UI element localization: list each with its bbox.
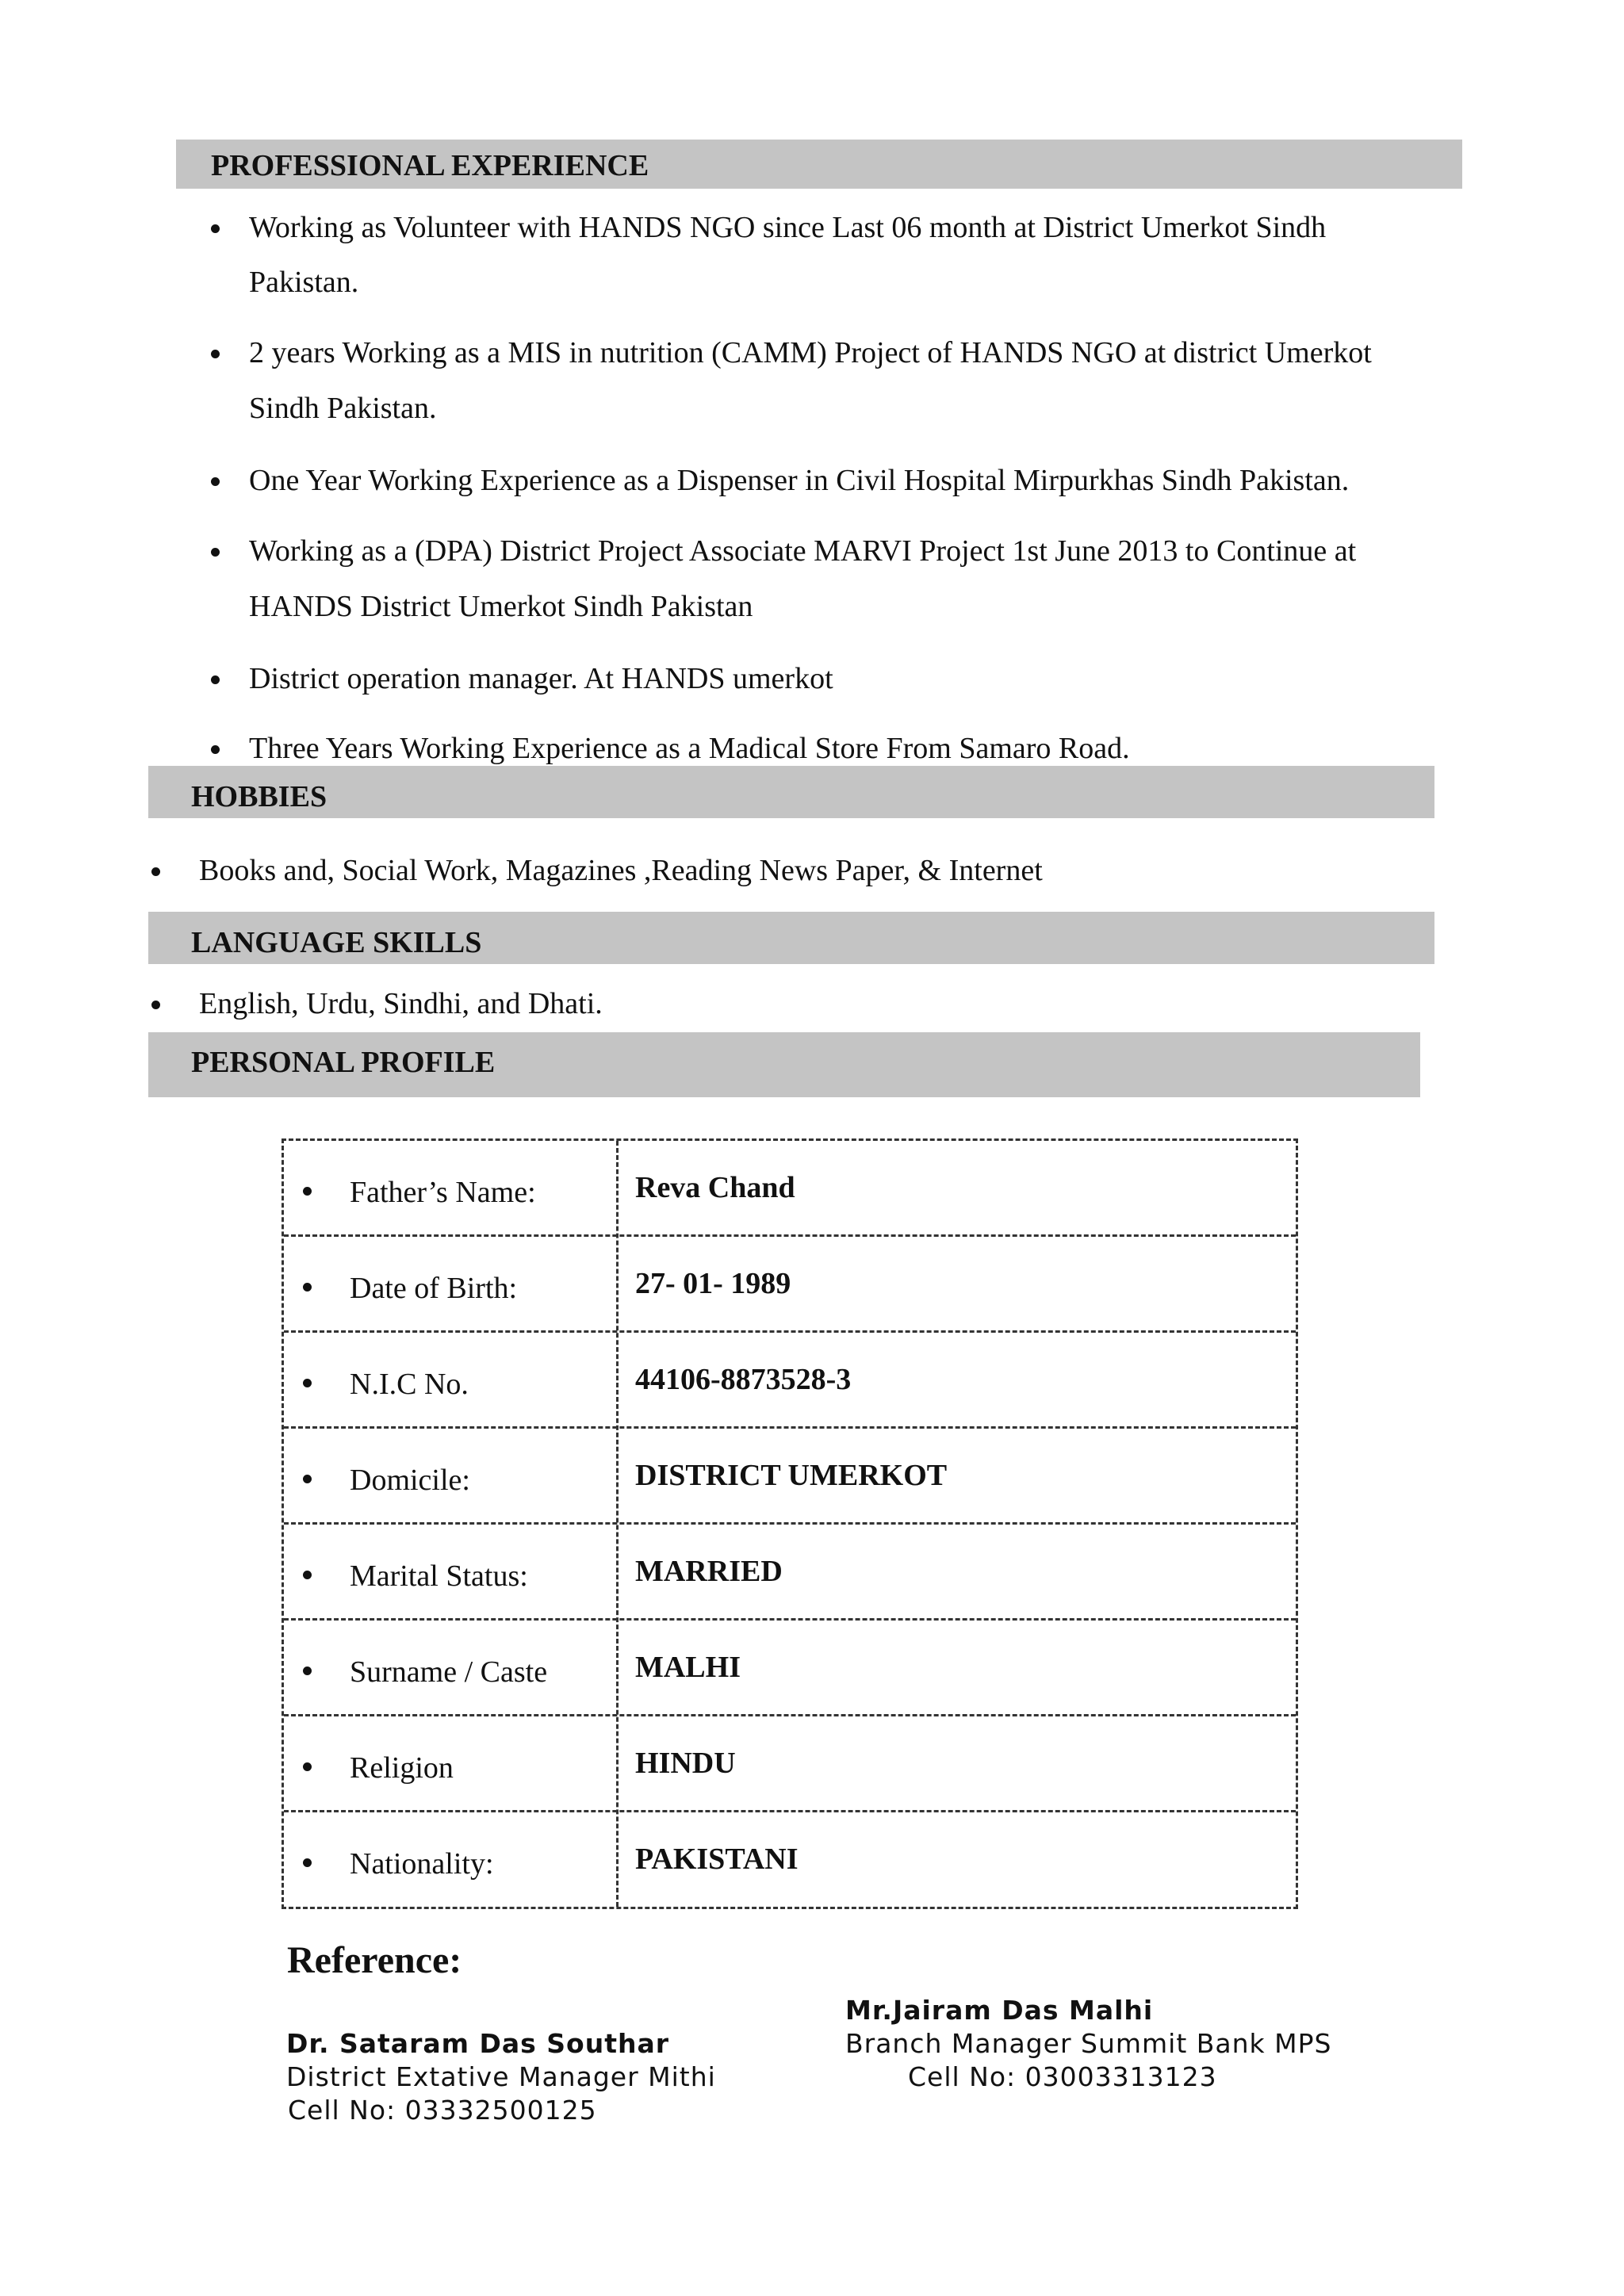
profile-value: MALHI [635,1651,741,1684]
bullet-icon [151,1001,160,1009]
table-row [284,1525,1296,1621]
hobbies-header-bar [148,766,1434,818]
experience-item-1-line-1: Working as Volunteer with HANDS NGO since Last 06 month at District Umerkot Sindh [249,211,1327,244]
table-row [284,1237,1296,1333]
hobbies-heading: HOBBIES [191,780,327,813]
profile-label: Surname / Caste [350,1655,548,1689]
bullet-icon [303,1571,312,1579]
table-row [284,1716,1296,1812]
bullet-icon [211,548,220,557]
experience-item-3: One Year Working Experience as a Dispenser in Civil Hospital Mirpurkhas Sindh Pakistan. [249,464,1350,497]
reference-left-cell: Cell No: 03332500125 [288,2095,597,2126]
profile-value: 44106-8873528-3 [635,1363,852,1396]
profile-heading: PERSONAL PROFILE [191,1046,496,1079]
bullet-icon [303,1762,312,1771]
experience-item-4-line-1: Working as a (DPA) District Project Associate MARVI Project 1st June 2013 to Continue at [249,534,1357,568]
profile-label: Nationality: [350,1847,494,1881]
profile-label: Date of Birth: [350,1272,518,1305]
profile-value: PAKISTANI [635,1843,799,1876]
reference-left-name: Dr. Sataram Das Southar [286,2028,670,2059]
reference-right-title: Branch Manager Summit Bank MPS [845,2028,1332,2059]
bullet-icon [211,675,220,684]
experience-item-5: District operation manager. At HANDS umerkot [249,662,833,695]
table-row [284,1812,1296,1908]
bullet-icon [303,1475,312,1483]
experience-item-2-line-2: Sindh Pakistan. [249,392,437,425]
table-row [284,1621,1296,1716]
profile-value: DISTRICT UMERKOT [635,1459,948,1492]
bullet-icon [303,1187,312,1196]
languages-heading: LANGUAGE SKILLS [191,926,482,959]
experience-item-4-line-2: HANDS District Umerkot Sindh Pakistan [249,590,753,623]
reference-heading: Reference: [287,1939,462,1981]
bullet-icon [211,350,220,358]
profile-value: 27- 01- 1989 [635,1267,791,1300]
experience-heading: PROFESSIONAL EXPERIENCE [211,149,649,182]
table-row [284,1333,1296,1429]
profile-label: Father’s Name: [350,1176,536,1209]
bullet-icon [211,477,220,486]
profile-label: Domicile: [350,1464,470,1497]
experience-item-1-line-2: Pakistan. [249,266,359,299]
reference-right-cell: Cell No: 03003313123 [908,2061,1217,2092]
hobbies-item: Books and, Social Work, Magazines ,Reading News Paper, & Internet [199,854,1043,887]
profile-label: N.I.C No. [350,1368,469,1401]
bullet-icon [151,867,160,876]
bullet-icon [303,1379,312,1387]
profile-label: Marital Status: [350,1559,528,1593]
languages-item: English, Urdu, Sindhi, and Dhati. [199,987,603,1020]
profile-value: HINDU [635,1747,736,1780]
personal-profile-table [282,1138,1298,1909]
profile-value: MARRIED [635,1555,783,1588]
bullet-icon [211,224,220,233]
experience-item-2-line-1: 2 years Working as a MIS in nutrition (CAMM) Project of HANDS NGO at district Umerkot [249,336,1372,369]
bullet-icon [303,1858,312,1867]
bullet-icon [303,1283,312,1292]
profile-label: Religion [350,1751,454,1785]
table-row [284,1141,1296,1237]
bullet-icon [303,1667,312,1675]
reference-right-name: Mr.Jairam Das Malhi [845,1995,1154,2026]
reference-left-title: District Extative Manager Mithi [286,2061,716,2092]
experience-item-6: Three Years Working Experience as a Madical Store From Samaro Road. [249,732,1130,765]
bullet-icon [211,745,220,754]
table-row [284,1429,1296,1525]
profile-value: Reva Chand [635,1171,795,1204]
